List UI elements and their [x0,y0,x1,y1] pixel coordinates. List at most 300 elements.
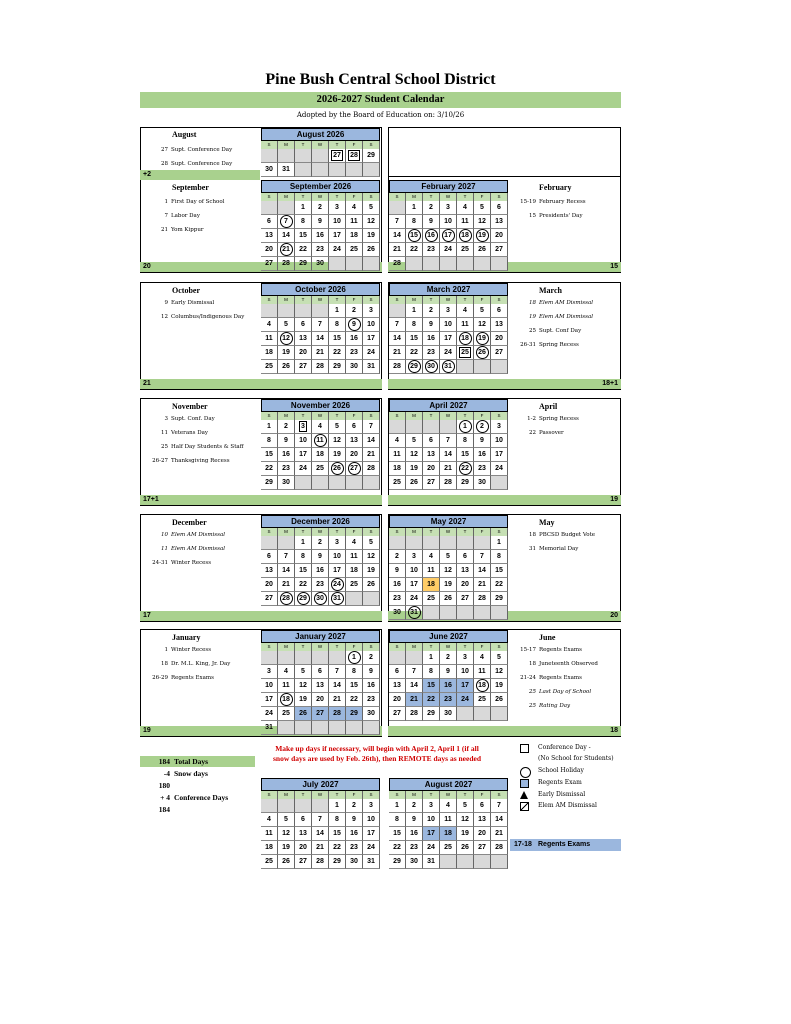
day-cell [329,448,346,462]
weekday-label: S [363,412,380,420]
day-number: 23 [316,246,324,253]
day-cell [329,707,346,721]
event-row [140,443,244,451]
week-row [389,462,508,476]
count-bar: 19 [388,495,621,505]
weekday-label: S [363,141,380,149]
day-number: 5 [335,423,339,430]
day-cell [312,229,329,243]
day-cell [474,855,491,869]
event-row [508,660,598,668]
weekday-label: T [457,791,474,799]
day-cell [491,201,508,215]
day-number: 18 [280,693,293,706]
day-number: 26 [282,363,290,370]
day-cell [457,578,474,592]
day-cell [363,360,380,374]
day-cell [363,163,380,177]
day-cell [389,707,406,721]
week-row [261,578,380,592]
day-cell [312,201,329,215]
day-number: 29 [367,152,375,159]
event-row [140,559,211,567]
day-number: 24 [299,465,307,472]
week-row [261,813,380,827]
day-cell [457,304,474,318]
weekday-label: T [295,296,312,304]
day-number: 29 [393,858,401,865]
day-number: 13 [478,816,486,823]
day-cell [312,827,329,841]
event-date: 1-2 [527,416,536,422]
day-number: 9 [480,437,484,444]
day-number: 22 [333,844,341,851]
day-number: 10 [367,816,375,823]
day-number: 30 [350,363,358,370]
day-number: 6 [318,668,322,675]
event-date: 25 [529,328,536,334]
day-number: 9 [412,816,416,823]
event-date: 25 [529,703,536,709]
week-row [389,679,508,693]
weekday-label: M [406,412,423,420]
day-cell [474,693,491,707]
day-number: 3 [463,654,467,661]
week-row [261,462,380,476]
month-calendar-jan27 [261,630,380,735]
day-cell [261,434,278,448]
day-cell [406,346,423,360]
day-number: 20 [461,581,469,588]
weekday-label: W [312,643,329,651]
day-cell [278,201,295,215]
weekday-label: S [261,296,278,304]
day-number: 28 [393,260,401,267]
event-text: First Day of School [171,199,225,205]
day-cell [312,346,329,360]
legend-label: School Holiday [538,767,584,774]
weekday-label: F [346,412,363,420]
day-cell [346,149,363,163]
month-calendar-feb27 [389,180,508,271]
day-number: 8 [335,816,339,823]
day-number: 16 [425,229,438,242]
weekday-label: F [474,412,491,420]
legend-label: Conference Day - [538,744,591,751]
week-row [261,163,380,177]
event-row [140,160,232,168]
event-text: Early Dismissal [171,300,215,306]
weekday-label: W [440,528,457,536]
day-cell [363,578,380,592]
event-text: Winter Recess [171,560,212,566]
day-cell [312,476,329,490]
week-row [389,693,508,707]
day-cell [440,813,457,827]
count-bar: 18 [388,726,621,736]
legend-label: (No School for Students) [538,755,614,762]
day-cell [457,855,474,869]
week-row [389,201,508,215]
event-text: Veterans Day [171,430,209,436]
day-cell [329,693,346,707]
event-row [508,198,586,206]
day-cell [261,243,278,257]
day-number: 28 [280,592,293,605]
weekday-label: W [440,791,457,799]
day-number: 4 [480,654,484,661]
day-number: 21 [316,844,324,851]
day-cell [406,257,423,271]
day-number: 6 [429,437,433,444]
day-cell [406,420,423,434]
event-text: Dr. M.L. King, Jr. Day [171,661,231,667]
event-row [140,646,211,654]
day-cell [440,679,457,693]
day-number: 4 [463,307,467,314]
day-cell [457,462,474,476]
day-number: 21 [316,349,324,356]
day-cell [491,304,508,318]
day-number: 14 [478,567,486,574]
event-text: Half Day Students & Staff [171,444,244,450]
event-date: 11 [161,546,168,552]
weekday-label: W [440,643,457,651]
month-title: March [539,286,562,295]
day-cell [491,665,508,679]
day-cell [261,149,278,163]
day-cell [457,841,474,855]
day-cell [406,707,423,721]
day-number: 18 [350,567,358,574]
day-cell [406,215,423,229]
calendar-month-header: April 2027 [389,399,508,412]
day-cell [295,665,312,679]
day-cell [312,799,329,813]
event-text: Regents Exams [539,647,582,653]
weekday-label: F [346,528,363,536]
day-number: 2 [476,420,489,433]
day-number: 17 [333,232,341,239]
day-number: 13 [495,321,503,328]
week-row [389,606,508,620]
count-bar: 17+1 [140,495,382,505]
day-number: 14 [444,451,452,458]
count-bar-august: +2 [140,170,260,180]
weekday-label: S [261,528,278,536]
week-row [261,201,380,215]
day-cell [261,229,278,243]
event-row [508,545,578,553]
day-cell [295,799,312,813]
day-cell [261,448,278,462]
day-number: 10 [333,553,341,560]
day-cell [295,163,312,177]
day-number: 15 [299,232,307,239]
day-cell [278,448,295,462]
day-number: 11 [350,218,358,225]
weekday-label: M [278,791,295,799]
event-text: PBCSD Budget Vote [539,532,596,538]
day-number: 9 [348,318,361,331]
day-number: 3 [446,307,450,314]
day-cell [474,592,491,606]
day-cell [457,665,474,679]
day-cell [363,229,380,243]
day-cell [295,721,312,735]
day-number: 3 [369,307,373,314]
weekday-label: W [312,193,329,201]
weekday-label: W [312,528,329,536]
calendar-month-header: February 2027 [389,180,508,193]
day-cell [329,651,346,665]
day-cell [474,679,491,693]
day-cell [329,229,346,243]
day-cell [346,679,363,693]
day-cell [389,799,406,813]
day-number: 29 [495,595,503,602]
day-cell [329,332,346,346]
event-text: Elem AM Dismissal [539,300,593,306]
day-number: 16 [282,451,290,458]
day-cell [295,201,312,215]
day-cell [491,448,508,462]
weekday-label: T [457,296,474,304]
legend-symbol-tri [520,791,528,799]
day-number: 2 [412,802,416,809]
day-number: 12 [478,218,486,225]
event-row [508,531,595,539]
day-number: 11 [393,451,401,458]
day-cell [423,201,440,215]
day-cell [423,360,440,374]
calendar-subtitle: 2026-2027 Student Calendar [140,92,621,108]
day-cell [423,229,440,243]
day-cell [474,550,491,564]
day-number: 2 [352,307,356,314]
day-number: 22 [333,349,341,356]
day-cell [261,665,278,679]
day-cell [423,564,440,578]
aug-empty-box [388,127,621,177]
day-number: 16 [444,682,452,689]
day-number: 19 [461,830,469,837]
month-calendar-mar27 [389,283,508,374]
day-number: 14 [282,567,290,574]
day-cell [346,827,363,841]
day-number: 27 [348,462,361,475]
day-cell [329,243,346,257]
day-number: 25 [461,349,469,356]
day-cell [423,536,440,550]
week-row [389,855,508,869]
day-number: 21 [410,696,418,703]
weekday-label: S [491,412,508,420]
day-number: 10 [333,218,341,225]
day-number: 23 [316,581,324,588]
day-number: 8 [412,321,416,328]
week-row [389,476,508,490]
day-cell [491,693,508,707]
day-number: 28 [316,363,324,370]
day-number: 6 [395,668,399,675]
day-number: 4 [446,802,450,809]
day-cell [406,855,423,869]
day-number: 5 [284,321,288,328]
day-number: 10 [265,682,273,689]
week-row [389,665,508,679]
day-cell [363,346,380,360]
day-number: 12 [367,218,375,225]
month-title: October [172,286,200,295]
count-bar: 21 [140,379,382,389]
day-cell [389,606,406,620]
day-number: 20 [350,451,358,458]
event-text: Labor Day [171,213,200,219]
day-cell [295,592,312,606]
day-cell [423,346,440,360]
day-number: 11 [461,321,469,328]
day-cell [329,476,346,490]
day-number: 6 [267,218,271,225]
day-cell [491,799,508,813]
day-cell [474,707,491,721]
day-cell [406,434,423,448]
day-cell [457,229,474,243]
weekday-label: M [406,528,423,536]
day-number: 5 [446,553,450,560]
week-row [389,592,508,606]
day-cell [346,855,363,869]
week-row [389,827,508,841]
day-cell [389,462,406,476]
day-cell [295,813,312,827]
day-number: 20 [495,335,503,342]
day-number: 12 [282,830,290,837]
day-number: 14 [282,232,290,239]
day-cell [389,592,406,606]
day-cell [474,536,491,550]
day-cell [346,434,363,448]
day-number: 22 [299,581,307,588]
day-cell [474,257,491,271]
day-number: 7 [318,816,322,823]
day-cell [423,420,440,434]
day-cell [278,721,295,735]
day-number: 24 [367,844,375,851]
day-cell [491,592,508,606]
day-number: 1 [301,204,305,211]
day-number: 7 [497,802,501,809]
day-number: 21 [367,451,375,458]
week-row [389,257,508,271]
day-cell [406,564,423,578]
day-number: 6 [463,553,467,560]
month-calendar-apr27 [389,399,508,490]
day-number: 14 [495,816,503,823]
day-cell [295,304,312,318]
day-cell [491,346,508,360]
weekday-label: F [346,296,363,304]
day-number: 11 [265,335,273,342]
day-cell [261,799,278,813]
day-number: 24 [444,246,452,253]
day-number: 26 [331,462,344,475]
event-row [140,457,230,465]
day-cell [346,243,363,257]
day-cell [363,550,380,564]
day-cell [423,434,440,448]
day-cell [457,799,474,813]
day-number: 11 [444,816,452,823]
day-cell [440,665,457,679]
day-cell [261,536,278,550]
day-number: 28 [495,844,503,851]
day-number: 1 [348,651,361,664]
day-number: 3 [335,204,339,211]
day-cell [440,434,457,448]
week-row [261,707,380,721]
week-row [389,799,508,813]
day-cell [457,827,474,841]
day-number: 10 [367,321,375,328]
day-cell [329,679,346,693]
day-cell [363,201,380,215]
day-cell [278,665,295,679]
day-number: 19 [299,696,307,703]
weekday-label: T [295,643,312,651]
day-number: 4 [352,204,356,211]
day-number: 15 [265,451,273,458]
month-calendar-sep26 [261,180,380,271]
weekday-label: T [295,141,312,149]
day-cell [440,201,457,215]
day-number: 24 [444,349,452,356]
day-cell [457,606,474,620]
day-cell [423,304,440,318]
day-number: 25 [427,595,435,602]
month-title: April [539,402,558,411]
day-cell [440,420,457,434]
event-row [508,674,582,682]
day-cell [423,813,440,827]
day-number: 13 [265,232,273,239]
day-cell [295,536,312,550]
day-cell [457,476,474,490]
day-cell [363,243,380,257]
day-cell [457,434,474,448]
weekday-label: S [389,193,406,201]
day-number: 4 [284,668,288,675]
day-cell [329,855,346,869]
day-number: 8 [395,816,399,823]
count-bar: 17 [140,611,382,621]
day-number: 30 [393,609,401,616]
day-cell [329,550,346,564]
day-cell [363,462,380,476]
event-row [508,212,583,220]
day-number: 19 [333,451,341,458]
day-number: 8 [267,437,271,444]
day-cell [312,578,329,592]
weekday-label: W [312,141,329,149]
weekday-label: T [423,643,440,651]
day-cell [457,257,474,271]
day-number: 7 [335,668,339,675]
day-number: 7 [318,321,322,328]
day-number: 11 [265,830,273,837]
weekday-label: T [457,528,474,536]
